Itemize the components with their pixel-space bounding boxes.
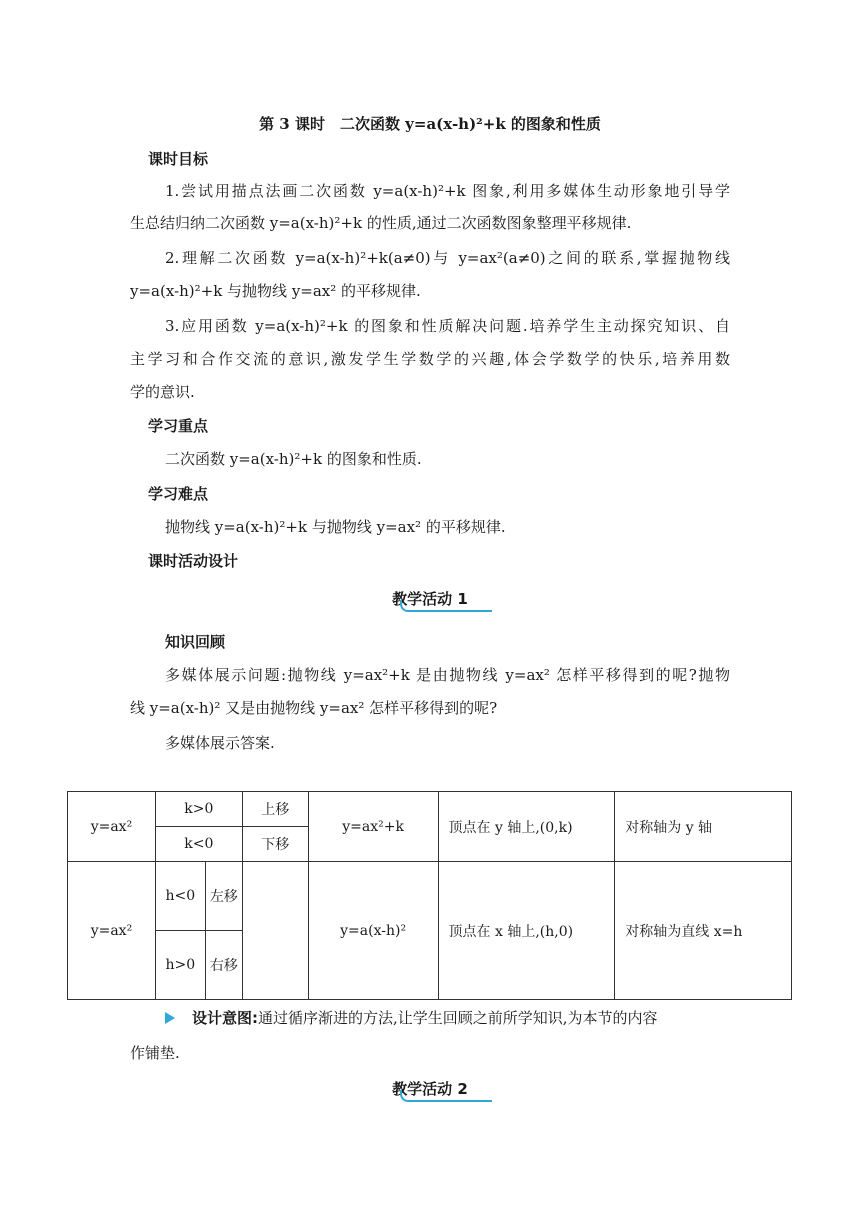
activity-1-title: 教学活动 1 (392, 590, 468, 608)
table-cell: h>0 (155, 931, 205, 1000)
design-intent-line-1 (192, 1007, 658, 1029)
table-cell: 对称轴为直线 x=h (615, 862, 792, 1000)
table-row (68, 792, 792, 827)
table-cell: k<0 (155, 827, 242, 862)
key-points-heading: 学习重点 (148, 417, 209, 435)
triangle-bullet-icon (165, 1012, 175, 1024)
translation-review-table (67, 791, 792, 1000)
table-cell: k>0 (155, 792, 242, 827)
table-cell: h<0 (155, 862, 205, 931)
activity-design-heading: 课时活动设计 (148, 552, 239, 570)
table-cell: 下移 (242, 827, 308, 862)
objective-3-line-2: 主学习和合作交流的意识,激发学生学数学的兴趣,体会学数学的快乐,培养用数 (130, 350, 730, 368)
objectives-heading: 课时目标 (148, 150, 209, 168)
table-cell: y=ax² (68, 792, 156, 862)
table-cell: y=a(x-h)² (308, 862, 438, 1000)
table-cell: 右移 (205, 931, 242, 1000)
review-line-1: 多媒体展示问题:抛物线 y=ax²+k 是由抛物线 y=ax² 怎样平移得到的呢?抛物 (165, 666, 730, 684)
review-line-2: 线 y=a(x-h)² 又是由抛物线 y=ax² 怎样平移得到的呢? (130, 699, 498, 717)
objective-1-line-1: 1.尝试用描点法画二次函数 y=a(x-h)²+k 图象,利用多媒体生动形象地引导学 (165, 182, 730, 200)
table-cell: 对称轴为 y 轴 (615, 792, 792, 862)
objective-2-line-2: y=a(x-h)²+k 与抛物线 y=ax² 的平移规律. (130, 282, 421, 300)
design-intent-line-2: 作铺垫. (130, 1044, 180, 1062)
difficulty-heading: 学习难点 (148, 485, 209, 503)
table-cell: 顶点在 x 轴上,(h,0) (438, 862, 615, 1000)
key-points-text: 二次函数 y=a(x-h)²+k 的图象和性质. (165, 450, 422, 468)
review-heading: 知识回顾 (165, 633, 226, 651)
activity-1-underline (400, 600, 492, 612)
objective-3-line-1: 3.应用函数 y=a(x-h)²+k 的图象和性质解决问题.培养学生主动探究知识、自 (165, 317, 730, 335)
review-line-3: 多媒体展示答案. (165, 734, 275, 752)
design-intent-label: 设计意图: (192, 1009, 258, 1027)
table-cell: y=ax² (68, 862, 156, 1000)
table-row (68, 862, 792, 931)
difficulty-text: 抛物线 y=a(x-h)²+k 与抛物线 y=ax² 的平移规律. (165, 518, 506, 536)
table-cell (242, 862, 308, 1000)
table-cell: y=ax²+k (308, 792, 438, 862)
design-intent-text: 通过循序渐进的方法,让学生回顾之前所学知识,为本节的内容 (258, 1009, 658, 1027)
objective-1-line-2: 生总结归纳二次函数 y=a(x-h)²+k 的性质,通过二次函数图象整理平移规律. (130, 214, 632, 232)
table-cell: 顶点在 y 轴上,(0,k) (438, 792, 615, 862)
objective-2-line-1: 2.理解二次函数 y=a(x-h)²+k(a≠0)与 y=ax²(a≠0)之间的联系,掌握抛物线 (165, 249, 730, 267)
table-cell: 左移 (205, 862, 242, 931)
table-cell: 上移 (242, 792, 308, 827)
page-title: 第 3 课时 二次函数 y=a(x-h)²+k 的图象和性质 (259, 115, 601, 133)
activity-2-title: 教学活动 2 (392, 1080, 468, 1098)
activity-2-underline (400, 1090, 492, 1102)
objective-3-line-3: 学的意识. (130, 383, 195, 401)
